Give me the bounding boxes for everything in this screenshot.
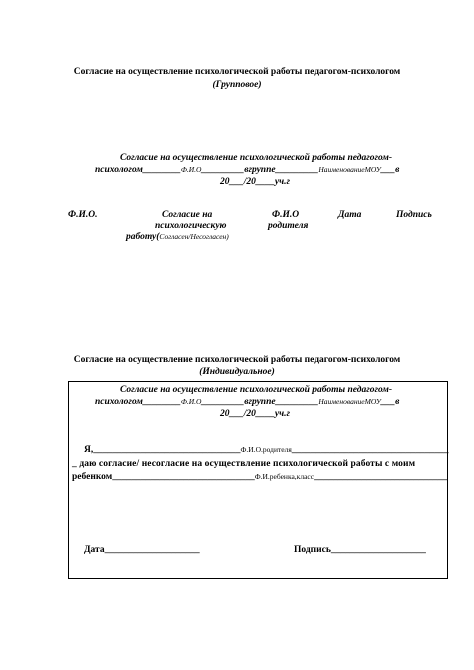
individual-title: Согласие на осуществление психологической работы педагогом-психологом	[73, 355, 401, 365]
parent-name-blank: Я,_______________________________	[84, 445, 241, 455]
group-paragraph-line3: 20___/20____уч.г	[220, 177, 290, 187]
table-header-parent-fio-line1: Ф.И.О	[272, 210, 300, 220]
group-school-hint: НаименованиеМОУ	[318, 165, 381, 174]
group-title: Согласие на осуществление психологической работы педагогом-психологом	[73, 67, 401, 77]
group-subtitle: (Групповое)	[212, 80, 262, 90]
child-name-line	[72, 471, 447, 484]
table-header-consent-line3	[126, 232, 229, 243]
child-name-blank: ребенком______________________________	[72, 472, 255, 482]
parent-name-hint: Ф.И.О.родителя	[240, 445, 292, 454]
table-header-consent-work: работу(	[126, 232, 160, 242]
individual-group-blank: _________вгруппе_________	[201, 397, 319, 407]
signature-field: Подпись____________________	[294, 545, 426, 555]
table-header-consent-options: Согласен/Несогласен)	[159, 232, 229, 241]
individual-paragraph-line2	[95, 396, 399, 408]
group-paragraph-line1: Согласие на осуществление психологической работы педагогом-	[120, 153, 393, 163]
child-name-blank-end: ____________________________	[314, 472, 448, 482]
table-header-sign: Подпись	[396, 210, 432, 220]
individual-paragraph-line1: Согласие на осуществление психологической работы педагогом-	[120, 385, 393, 395]
group-paragraph-line2	[95, 164, 399, 176]
individual-psychologist-blank: психологом________	[95, 397, 181, 407]
group-psychologist-blank: психологом________	[95, 165, 181, 175]
parent-name-line	[84, 444, 449, 457]
group-group-blank: _________вгруппе_________	[201, 165, 319, 175]
table-header-consent-line2: психологическую	[155, 221, 227, 231]
individual-year-prefix: ___в	[380, 397, 400, 407]
individual-subtitle: (Индивидуальное)	[199, 367, 275, 377]
table-header-consent-line1: Согласие на	[162, 210, 213, 220]
individual-school-hint: НаименованиеМОУ	[318, 397, 381, 406]
table-header-date: Дата	[338, 210, 362, 220]
table-header-fio: Ф.И.О.	[68, 210, 98, 220]
group-year-prefix: ___в	[380, 165, 400, 175]
consent-statement-line: _ даю согласие/ несогласие на осуществление психологической работы с моим	[72, 459, 416, 469]
child-name-hint: Ф.И.ребенка,класс	[254, 472, 315, 481]
date-field: Дата____________________	[84, 545, 200, 555]
parent-name-blank-end: _________________________________	[291, 445, 449, 455]
table-header-parent-fio-line2: родителя	[268, 221, 309, 231]
individual-fio-hint: Ф.И.О	[180, 397, 202, 406]
individual-paragraph-line3: 20___/20____уч.г	[220, 409, 290, 419]
group-fio-hint: Ф.И.О	[180, 165, 202, 174]
